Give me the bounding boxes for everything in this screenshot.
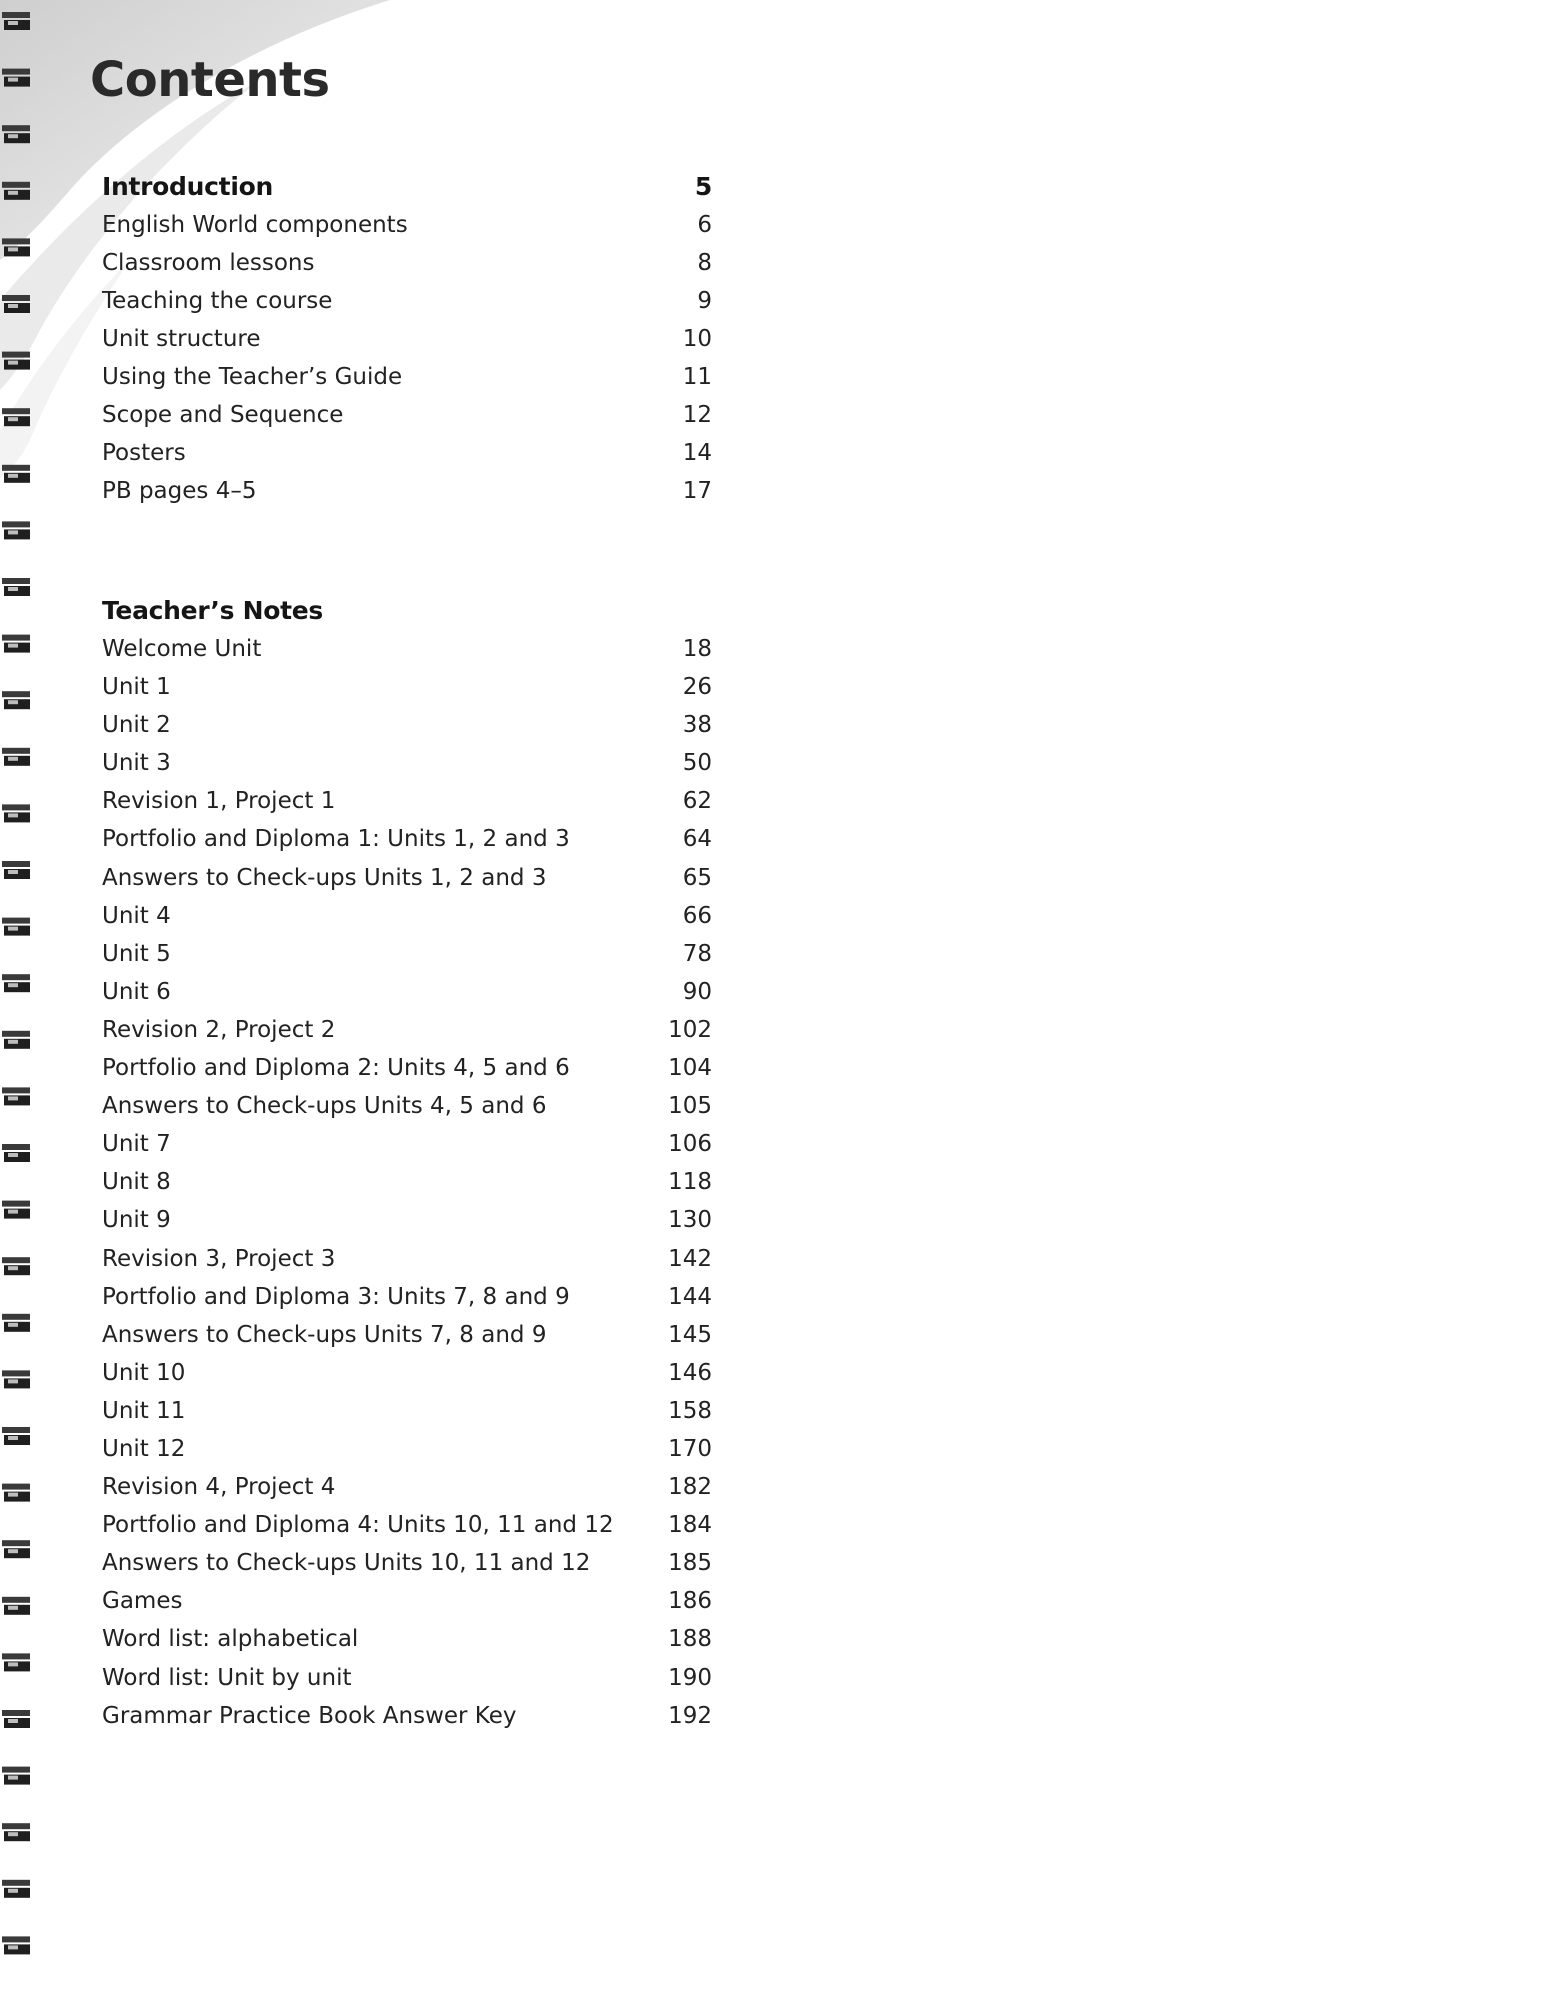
binding-ring-icon — [2, 1880, 30, 1898]
toc-entry-title: Answers to Check-ups Units 10, 11 and 12 — [102, 1550, 591, 1577]
toc-entry — [102, 1169, 712, 1207]
toc-entry-page: 8 — [697, 250, 712, 276]
toc-entry-title: Unit 7 — [102, 1131, 171, 1158]
toc-section-introduction — [102, 172, 712, 516]
toc-entry-title: Unit 6 — [102, 978, 171, 1005]
binding-ring-icon — [2, 1314, 30, 1332]
binding-ring-icon — [2, 12, 30, 30]
toc-entry-page: 130 — [668, 1207, 712, 1234]
toc-entry-title: Using the Teacher’s Guide — [102, 364, 403, 390]
toc-entry-page: 90 — [682, 978, 712, 1005]
binding-ring-icon — [2, 1087, 30, 1105]
toc-entry-page: 186 — [668, 1588, 712, 1615]
toc-entry-title: Answers to Check-ups Units 1, 2 and 3 — [102, 864, 547, 891]
toc-entry-page: 64 — [682, 826, 712, 853]
toc-entry — [102, 402, 712, 440]
toc-entry — [102, 1665, 712, 1703]
toc-entry-page: 118 — [668, 1169, 712, 1196]
binding-ring-icon — [2, 804, 30, 822]
toc-entry-title: Unit 3 — [102, 750, 171, 777]
toc-entry-title: English World components — [102, 212, 408, 238]
toc-entry-title: Unit 12 — [102, 1435, 186, 1462]
toc-entry-page: 105 — [668, 1093, 712, 1120]
toc-entry-title: Word list: Unit by unit — [102, 1664, 352, 1691]
toc-entry-page: 182 — [668, 1474, 712, 1501]
binding-ring-icon — [2, 1823, 30, 1841]
toc-entry-page: 17 — [682, 478, 712, 504]
toc-entry-title: Answers to Check-ups Units 7, 8 and 9 — [102, 1321, 547, 1348]
binding-ring-icon — [2, 182, 30, 200]
toc-entry-page: 142 — [668, 1245, 712, 1272]
toc-entry — [102, 826, 712, 864]
toc-entry-page: 145 — [668, 1321, 712, 1348]
toc-entry-page: 10 — [682, 326, 712, 352]
binding-ring-icon — [2, 125, 30, 143]
toc-entry — [102, 941, 712, 979]
toc-entry — [102, 1246, 712, 1284]
binding-ring-icon — [2, 1936, 30, 1954]
binding-ring-icon — [2, 238, 30, 256]
toc-entry — [102, 1550, 712, 1588]
toc-entry — [102, 1093, 712, 1131]
toc-entry-page: 18 — [682, 636, 712, 662]
toc-entry-title: Classroom lessons — [102, 250, 315, 276]
binding-ring-icon — [2, 748, 30, 766]
toc-entry — [102, 326, 712, 364]
toc-entry — [102, 979, 712, 1017]
spiral-binding — [0, 0, 40, 2000]
binding-ring-icon — [2, 465, 30, 483]
toc-entry-title: Unit 10 — [102, 1359, 186, 1386]
toc-entry — [102, 212, 712, 250]
toc-entry — [102, 1588, 712, 1626]
toc-entry-page: 104 — [668, 1055, 712, 1082]
toc-entry — [102, 788, 712, 826]
toc-entry — [102, 750, 712, 788]
toc-entry — [102, 1055, 712, 1093]
toc-entry-title: Answers to Check-ups Units 4, 5 and 6 — [102, 1093, 547, 1120]
toc-entry — [102, 1474, 712, 1512]
binding-ring-icon — [2, 861, 30, 879]
toc-entry-title: Unit 9 — [102, 1207, 171, 1234]
toc-entry-page: 192 — [668, 1702, 712, 1729]
toc-entry — [102, 1360, 712, 1398]
binding-ring-icon — [2, 635, 30, 653]
toc-entry-title: Portfolio and Diploma 2: Units 4, 5 and 6 — [102, 1055, 570, 1082]
toc-section-teachers-notes — [102, 596, 712, 1741]
toc-entry-page: 26 — [682, 674, 712, 701]
section-heading — [102, 172, 712, 212]
binding-ring-icon — [2, 1370, 30, 1388]
binding-ring-icon — [2, 1427, 30, 1445]
toc-entry-title: Unit 5 — [102, 940, 171, 967]
toc-entry — [102, 636, 712, 674]
toc-entry-page: 66 — [682, 902, 712, 929]
toc-entry — [102, 1703, 712, 1741]
binding-ring-icon — [2, 1144, 30, 1162]
binding-ring-icon — [2, 1257, 30, 1275]
section-heading-page: 5 — [694, 172, 712, 201]
toc-entry — [102, 1398, 712, 1436]
toc-entry — [102, 1131, 712, 1169]
toc-entry-title: Portfolio and Diploma 3: Units 7, 8 and 9 — [102, 1283, 570, 1310]
toc-entry — [102, 1512, 712, 1550]
toc-entry-page: 38 — [682, 712, 712, 739]
toc-entry — [102, 712, 712, 750]
toc-entry-title: Scope and Sequence — [102, 402, 344, 428]
toc-entry-page: 190 — [668, 1664, 712, 1691]
toc-entry-page: 144 — [668, 1283, 712, 1310]
toc-entry-title: Unit structure — [102, 326, 261, 352]
toc-entry — [102, 1017, 712, 1055]
toc-entry-title: Unit 2 — [102, 712, 171, 739]
toc-entry — [102, 1207, 712, 1245]
binding-ring-icon — [2, 1597, 30, 1615]
toc-entry-title: Portfolio and Diploma 1: Units 1, 2 and 3 — [102, 826, 570, 853]
toc-entry-page: 50 — [682, 750, 712, 777]
toc-entry-page: 9 — [697, 288, 712, 314]
toc-entry-page: 6 — [697, 212, 712, 238]
toc-entry-page: 106 — [668, 1131, 712, 1158]
binding-ring-icon — [2, 521, 30, 539]
toc-list — [102, 212, 712, 516]
binding-ring-icon — [2, 1484, 30, 1502]
binding-ring-icon — [2, 691, 30, 709]
toc-entry-page: 146 — [668, 1359, 712, 1386]
page-title: Contents — [90, 52, 330, 108]
toc-entry-title: Revision 3, Project 3 — [102, 1245, 336, 1272]
binding-ring-icon — [2, 1767, 30, 1785]
toc-entry-page: 12 — [682, 402, 712, 428]
toc-entry-title: Word list: alphabetical — [102, 1626, 359, 1653]
binding-ring-icon — [2, 408, 30, 426]
binding-ring-icon — [2, 1653, 30, 1671]
toc-entry-page: 11 — [682, 364, 712, 390]
binding-ring-icon — [2, 295, 30, 313]
toc-entry — [102, 1626, 712, 1664]
toc-entry-page: 78 — [682, 940, 712, 967]
toc-entry-title: Unit 4 — [102, 902, 171, 929]
toc-entry-title: Teaching the course — [102, 288, 333, 314]
toc-entry — [102, 478, 712, 516]
toc-entry — [102, 1436, 712, 1474]
toc-entry-title: Revision 2, Project 2 — [102, 1016, 336, 1043]
toc-entry-title: Unit 11 — [102, 1397, 186, 1424]
toc-entry-title: Grammar Practice Book Answer Key — [102, 1702, 517, 1729]
toc-entry — [102, 288, 712, 326]
toc-entry-title: Unit 1 — [102, 674, 171, 701]
toc-entry-page: 188 — [668, 1626, 712, 1653]
binding-ring-icon — [2, 918, 30, 936]
toc-list — [102, 636, 712, 1741]
toc-entry — [102, 250, 712, 288]
toc-entry-page: 185 — [668, 1550, 712, 1577]
section-heading — [102, 596, 712, 636]
toc-entry-title: Unit 8 — [102, 1169, 171, 1196]
section-heading-title: Introduction — [102, 172, 273, 201]
toc-entry-page: 158 — [668, 1397, 712, 1424]
toc-entry-title: Revision 4, Project 4 — [102, 1474, 336, 1501]
binding-ring-icon — [2, 352, 30, 370]
binding-ring-icon — [2, 1540, 30, 1558]
toc-entry-title: PB pages 4–5 — [102, 478, 257, 504]
toc-entry-page: 14 — [682, 440, 712, 466]
binding-ring-icon — [2, 69, 30, 87]
binding-ring-icon — [2, 578, 30, 596]
toc-entry — [102, 674, 712, 712]
toc-entry-title: Revision 1, Project 1 — [102, 788, 336, 815]
toc-entry — [102, 440, 712, 478]
binding-ring-icon — [2, 974, 30, 992]
toc-entry-page: 184 — [668, 1512, 712, 1539]
toc-entry-page: 65 — [682, 864, 712, 891]
toc-entry — [102, 903, 712, 941]
toc-entry-title: Welcome Unit — [102, 636, 262, 662]
toc-entry — [102, 865, 712, 903]
section-heading-title: Teacher’s Notes — [102, 596, 323, 625]
binding-ring-icon — [2, 1710, 30, 1728]
binding-ring-icon — [2, 1201, 30, 1219]
toc-entry-page: 62 — [682, 788, 712, 815]
toc-entry-page: 102 — [668, 1016, 712, 1043]
toc-entry-title: Posters — [102, 440, 186, 466]
toc-entry — [102, 364, 712, 402]
toc-entry — [102, 1322, 712, 1360]
toc-entry — [102, 1284, 712, 1322]
toc-entry-title: Portfolio and Diploma 4: Units 10, 11 and 12 — [102, 1512, 614, 1539]
toc-entry-title: Games — [102, 1588, 183, 1615]
toc-entry-page: 170 — [668, 1435, 712, 1462]
binding-ring-icon — [2, 1031, 30, 1049]
